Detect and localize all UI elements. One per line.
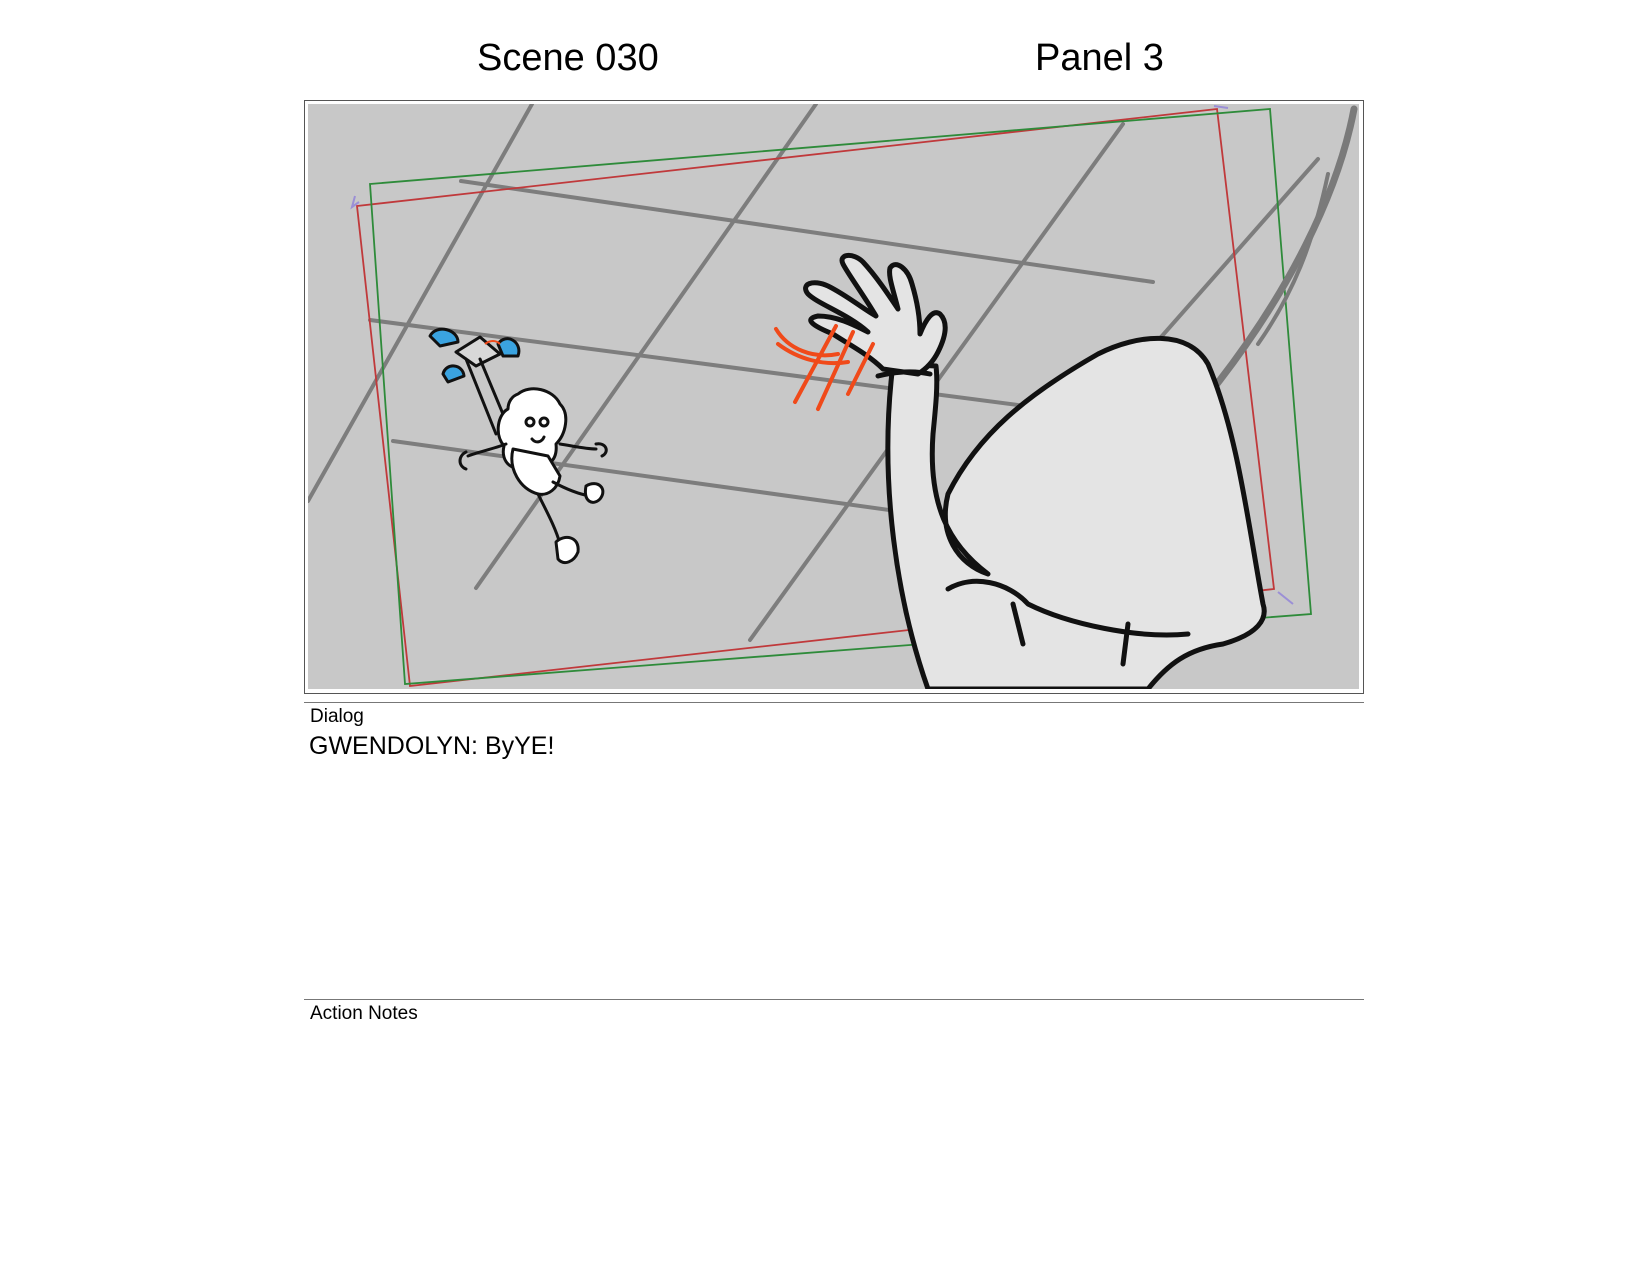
action-notes-divider bbox=[304, 999, 1364, 1000]
panel-number: Panel 3 bbox=[1035, 37, 1164, 79]
storyboard-sketch bbox=[308, 104, 1359, 689]
dialog-divider bbox=[304, 702, 1364, 703]
dialog-label: Dialog bbox=[310, 706, 364, 727]
dialog-text: GWENDOLYN: ByYE! bbox=[309, 732, 555, 760]
scene-number: Scene 030 bbox=[477, 37, 659, 79]
storyboard-panel bbox=[304, 100, 1364, 694]
action-notes-label: Action Notes bbox=[310, 1003, 418, 1024]
